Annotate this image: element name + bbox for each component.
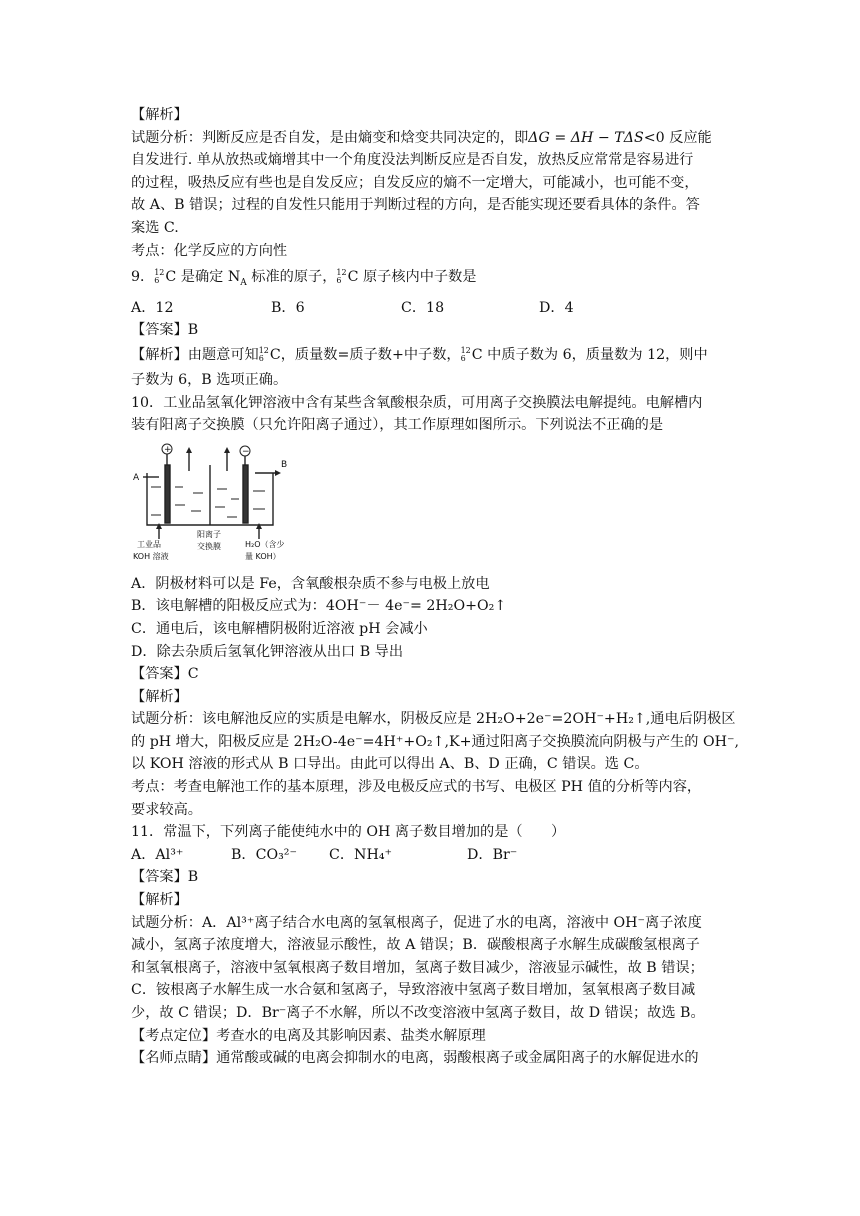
question-11-stem: 11．常温下，下列离子能使纯水中的 OH 离子数目增加的是（ ） [131,824,566,841]
analysis-line: 试题分析：A．Al³⁺离子结合水电离的氢氧根离子，促进了水的电离，溶液中 OH⁻离子浓度 [131,914,702,931]
analysis-line: 试题分析：该电解池反应的实质是电解水，阴极反应是 2H₂O+2e⁻=2OH⁻+H₂↑,通电后阴极区 [131,711,736,728]
analysis-line: 的过程，吸热反应有些也是自发反应；自发反应的熵不一定增大，可能减小，也可能不变， [131,174,699,191]
answer: 【答案】B [131,322,199,339]
analysis-line: 的 pH 增大，阳极反应是 2H₂O-4e⁻=4H⁺+O₂↑,K+通过阳离子交换膜流向阴极与产生的 OH⁻, [131,733,739,750]
option-b: B．该电解槽的阳极反应式为：4OH⁻－ 4e⁻= 2H₂O+O₂↑ [131,598,507,615]
svg-text:工业品: 工业品 [137,539,161,549]
isotope-notation: 12 6 [336,268,347,286]
analysis-heading: 【解析】 [131,688,188,705]
analysis-heading: 【解析】 [131,107,188,123]
svg-text:量 KOH）: 量 KOH） [245,551,281,561]
isotope-notation: 12 6 [154,268,165,286]
knowledge-point: 考点：化学反应的方向性 [131,242,288,259]
option-c: C．18 [401,299,445,316]
gibbs-formula: ΔG = ΔH − TΔS [528,129,644,146]
question-9-stem: 9． 12 6 C 是确定 $N_A$ 标准的原子， 12 6 C 原子核内中子数是 [131,268,477,288]
outlet-b-label: B [281,459,288,470]
svg-text:H₂O（含少: H₂O（含少 [245,539,285,549]
analysis-line: 以 KOH 溶液的形式从 B 口导出。由此可以得出 A、B、D 正确，C 错误。选 C。 [131,756,649,773]
option-b: B．CO₃²⁻ [231,846,297,863]
option-d: D．Br⁻ [467,846,518,863]
question-9-options [131,297,735,320]
option-a: A．12 [131,299,174,316]
knowledge-point: 考点：考查电解池工作的基本原理，涉及电极反应式的书写、电极区 PH 值的分析等内容， [131,779,702,796]
analysis-line: 和氢氧根离子，溶液中氢氧根离子数目增加，氢离子数目减少，溶液显示碱性，故 B 错误； [131,959,704,976]
option-d: D．4 [539,299,574,316]
question-10-stem-cont: 装有阳离子交换膜（只允许阳离子通过），其工作原理如图所示。下列说法不正确的是 [131,417,664,434]
option-c: C．NH₄⁺ [329,846,393,863]
analysis-line: C．铵根离子水解生成一水合氨和氢离子，导致溶液中氢离子数目增加，氢氧根离子数目减 [131,982,696,999]
analysis-line: 少，故 C 错误；D．Br⁻离子不水解，所以不改变溶液中氢离子数目，故 D 错误；故选 B。 [131,1005,705,1021]
question-9-explanation-cont: 子数为 6，B 选项正确。 [131,371,288,388]
knowledge-point-cont: 要求较高。 [131,801,202,818]
analysis-line: 自发进行. 单从放热或熵增其中一个角度没法判断反应是否自发，放热反应常常是容易进行 [131,152,694,169]
outlet-a-label: A [133,472,140,483]
teacher-tip: 【名师点睛】通常酸或碱的电离会抑制水的电离，弱酸根离子或金属阳离子的水解促进水的 [131,1050,699,1067]
analysis-line: 故 A、B 错误；过程的自发性只能用于判断过程的方向，是否能实现还要看具体的条件。答 [131,197,700,214]
question-9-explanation: 【解析】由题意可知 12 6 C，质量数=质子数+中子数， 12 6 C 中质子数为 6，质量数为 12，则中 [131,345,708,363]
analysis-line: 减小，氢离子浓度增大，溶液显示酸性，故 A 错误；B．碳酸根离子水解生成碳酸氢根离子 [131,937,700,954]
analysis-line: 案选 C. [131,219,179,236]
cathode-terminal: − [242,446,250,457]
analysis-heading: 【解析】 [131,892,188,909]
question-11-options [131,844,735,867]
analysis-line: 试题分析：判断反应是否自发，是由熵变和焓变共同决定的，即ΔG = ΔH − TΔS<0 反应能 [131,129,712,146]
option-b: B．6 [271,299,305,316]
knowledge-point: 【考点定位】考查水的电离及其影响因素、盐类水解原理 [131,1027,486,1044]
svg-text:阳离子: 阳离子 [197,529,221,539]
svg-text:交换膜: 交换膜 [197,541,221,551]
electrolysis-cell-diagram [131,443,291,565]
option-c: C．通电后，该电解槽阴极附近溶液 pH 会减小 [131,620,428,637]
option-a: A．Al³⁺ [131,846,184,863]
option-d: D．除去杂质后氢氧化钾溶液从出口 B 导出 [131,643,404,660]
anode-terminal: + [164,444,172,455]
question-10-stem: 10．工业品氢氧化钾溶液中含有某些含氧酸根杂质，可用离子交换膜法电解提纯。电解槽内 [131,394,703,411]
document-page [131,104,739,1070]
option-a: A．阴极材料可以是 Fe，含氧酸根杂质不参与电极上放电 [131,575,490,592]
svg-text:KOH 溶液: KOH 溶液 [133,551,169,561]
answer: 【答案】B [131,869,199,886]
answer: 【答案】C [131,666,199,683]
